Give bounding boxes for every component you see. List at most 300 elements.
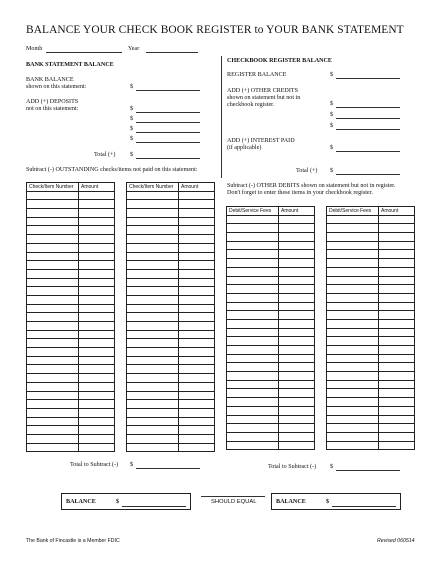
amount-cell[interactable]: [379, 241, 415, 250]
entry-cell[interactable]: [227, 224, 279, 233]
amount-cell[interactable]: [79, 391, 115, 400]
entry-cell[interactable]: [327, 398, 379, 407]
entry-cell[interactable]: [127, 226, 179, 235]
entry-cell[interactable]: [27, 313, 79, 322]
entry-cell[interactable]: [27, 269, 79, 278]
amount-cell[interactable]: [379, 285, 415, 294]
amount-cell[interactable]: [379, 441, 415, 450]
amount-cell[interactable]: [79, 295, 115, 304]
entry-cell[interactable]: [227, 354, 279, 363]
entry-cell[interactable]: [227, 424, 279, 433]
deposit-field-4[interactable]: [136, 142, 200, 143]
amount-cell[interactable]: [79, 217, 115, 226]
deposit-field-2[interactable]: [136, 122, 200, 123]
entry-cell[interactable]: [127, 209, 179, 218]
amount-cell[interactable]: [79, 443, 115, 452]
debits-table-right: [326, 206, 415, 450]
outstanding-table-left: [26, 182, 115, 452]
bank-total-label: Total (+): [94, 152, 116, 158]
entry-cell[interactable]: [27, 322, 79, 331]
other-credits-sublabel: shown on statement but not in: [227, 95, 301, 101]
entry-cell[interactable]: [327, 293, 379, 302]
amount-cell[interactable]: [179, 287, 215, 296]
amount-cell[interactable]: [279, 276, 315, 285]
amount-cell[interactable]: [379, 363, 415, 372]
amount-cell[interactable]: [179, 400, 215, 409]
entry-cell[interactable]: [127, 391, 179, 400]
amount-cell[interactable]: [79, 382, 115, 391]
entry-cell[interactable]: [27, 400, 79, 409]
amount-cell[interactable]: [279, 319, 315, 328]
amount-cell[interactable]: [379, 302, 415, 311]
amount-cell[interactable]: [379, 337, 415, 346]
amount-cell[interactable]: [179, 426, 215, 435]
entry-cell[interactable]: [127, 408, 179, 417]
amount-cell[interactable]: [179, 217, 215, 226]
table-row: [27, 269, 115, 278]
table-row: [27, 313, 115, 322]
table-row: [227, 215, 315, 224]
entry-cell[interactable]: [227, 311, 279, 320]
interest-label: ADD (+) INTEREST PAID: [227, 138, 295, 144]
amount-cell[interactable]: [379, 233, 415, 242]
entry-cell[interactable]: [327, 241, 379, 250]
dollar-sign: $: [330, 145, 334, 151]
table-row: [227, 406, 315, 415]
entry-cell[interactable]: [27, 443, 79, 452]
amount-cell[interactable]: [279, 328, 315, 337]
register-balance-label: REGISTER BALANCE: [227, 72, 287, 78]
entry-cell[interactable]: [227, 319, 279, 328]
entry-cell[interactable]: [327, 276, 379, 285]
amount-cell[interactable]: [79, 400, 115, 409]
entry-cell[interactable]: [227, 293, 279, 302]
outstanding-table-right: [126, 182, 215, 452]
entry-cell[interactable]: [127, 417, 179, 426]
entry-cell[interactable]: [227, 372, 279, 381]
amount-cell[interactable]: [179, 226, 215, 235]
table-row: [127, 391, 215, 400]
amount-cell[interactable]: [179, 191, 215, 200]
other-credits-label: ADD (+) OTHER CREDITS: [227, 88, 298, 94]
deposit-field-1[interactable]: [136, 112, 200, 113]
table-row: [327, 233, 415, 242]
entry-cell[interactable]: [27, 235, 79, 244]
entry-cell[interactable]: [327, 406, 379, 415]
amount-cell[interactable]: [379, 293, 415, 302]
entry-cell[interactable]: [227, 250, 279, 259]
entry-cell[interactable]: [27, 287, 79, 296]
entry-cell[interactable]: [127, 356, 179, 365]
amount-cell[interactable]: [79, 426, 115, 435]
amount-cell[interactable]: [79, 209, 115, 218]
amount-cell[interactable]: [279, 363, 315, 372]
amount-cell[interactable]: [79, 374, 115, 383]
amount-cell[interactable]: [379, 250, 415, 259]
entry-cell[interactable]: [127, 217, 179, 226]
amount-cell[interactable]: [79, 365, 115, 374]
amount-cell[interactable]: [379, 276, 415, 285]
entry-cell[interactable]: [127, 374, 179, 383]
entry-cell[interactable]: [227, 406, 279, 415]
entry-cell[interactable]: [227, 267, 279, 276]
entry-cell[interactable]: [327, 259, 379, 268]
amount-cell[interactable]: [379, 372, 415, 381]
amount-cell[interactable]: [79, 313, 115, 322]
dollar-sign: $: [326, 499, 330, 505]
year-label: Year: [128, 46, 140, 52]
bank-balance-field[interactable]: [136, 90, 200, 91]
amount-cell[interactable]: [79, 417, 115, 426]
amount-cell[interactable]: [279, 389, 315, 398]
entry-cell[interactable]: [327, 267, 379, 276]
amount-cell[interactable]: [179, 295, 215, 304]
amount-cell[interactable]: [179, 391, 215, 400]
amount-cell[interactable]: [79, 356, 115, 365]
month-field[interactable]: [46, 52, 122, 53]
amount-cell[interactable]: [379, 424, 415, 433]
entry-cell[interactable]: [227, 259, 279, 268]
entry-cell[interactable]: [27, 278, 79, 287]
amount-cell[interactable]: [279, 302, 315, 311]
credit-field-2[interactable]: [336, 118, 400, 119]
amount-cell[interactable]: [179, 408, 215, 417]
amount-cell[interactable]: [79, 408, 115, 417]
table-row: [227, 346, 315, 355]
entry-cell[interactable]: [127, 287, 179, 296]
amount-cell[interactable]: [279, 293, 315, 302]
entry-cell[interactable]: [27, 382, 79, 391]
entry-cell[interactable]: [27, 348, 79, 357]
entry-cell[interactable]: [327, 319, 379, 328]
amount-cell[interactable]: [379, 406, 415, 415]
entry-cell[interactable]: [27, 374, 79, 383]
amount-cell[interactable]: [179, 330, 215, 339]
amount-cell[interactable]: [279, 267, 315, 276]
amount-cell[interactable]: [79, 322, 115, 331]
entry-cell[interactable]: [127, 278, 179, 287]
dollar-sign: $: [130, 126, 134, 132]
amount-cell[interactable]: [179, 200, 215, 209]
amount-cell[interactable]: [279, 259, 315, 268]
amount-cell[interactable]: [279, 346, 315, 355]
entry-cell[interactable]: [227, 233, 279, 242]
amount-cell[interactable]: [379, 389, 415, 398]
amount-cell[interactable]: [379, 311, 415, 320]
amount-cell[interactable]: [379, 267, 415, 276]
entry-cell[interactable]: [27, 217, 79, 226]
entry-cell[interactable]: [127, 295, 179, 304]
table-row: [327, 424, 415, 433]
amount-cell[interactable]: [379, 380, 415, 389]
debit-fees-header: Debit/Service Fees: [227, 207, 279, 216]
entry-cell[interactable]: [327, 432, 379, 441]
entry-cell[interactable]: [227, 215, 279, 224]
amount-cell[interactable]: [279, 224, 315, 233]
amount-cell[interactable]: [379, 328, 415, 337]
entry-cell[interactable]: [227, 380, 279, 389]
entry-cell[interactable]: [127, 382, 179, 391]
amount-cell[interactable]: [279, 441, 315, 450]
amount-cell[interactable]: [79, 235, 115, 244]
entry-cell[interactable]: [127, 443, 179, 452]
amount-cell[interactable]: [179, 269, 215, 278]
register-balance-field[interactable]: [336, 78, 400, 79]
amount-cell[interactable]: [279, 337, 315, 346]
entry-cell[interactable]: [27, 339, 79, 348]
credit-field-1[interactable]: [336, 107, 400, 108]
entry-cell[interactable]: [27, 243, 79, 252]
entry-cell[interactable]: [327, 424, 379, 433]
checkbook-total-field[interactable]: [336, 174, 400, 175]
amount-cell[interactable]: [179, 322, 215, 331]
table-row: [327, 328, 415, 337]
amount-cell[interactable]: [179, 339, 215, 348]
entry-cell[interactable]: [27, 191, 79, 200]
bank-balance-final-label: BALANCE: [66, 499, 96, 505]
amount-cell[interactable]: [179, 382, 215, 391]
entry-cell[interactable]: [327, 346, 379, 355]
entry-cell[interactable]: [327, 415, 379, 424]
amount-cell[interactable]: [379, 354, 415, 363]
table-row: [227, 259, 315, 268]
amount-cell[interactable]: [279, 354, 315, 363]
table-row: [327, 250, 415, 259]
entry-cell[interactable]: [127, 304, 179, 313]
amount-cell[interactable]: [79, 278, 115, 287]
amount-cell[interactable]: [179, 417, 215, 426]
footer-fdic: The Bank of Fincastle is a Member FDIC: [26, 538, 120, 544]
table-row: [27, 261, 115, 270]
bank-total-field[interactable]: [136, 158, 200, 159]
amount-cell[interactable]: [279, 372, 315, 381]
entry-cell[interactable]: [127, 339, 179, 348]
amount-cell[interactable]: [79, 304, 115, 313]
amount-cell[interactable]: [79, 191, 115, 200]
credit-field-3[interactable]: [336, 129, 400, 130]
table-row: [27, 217, 115, 226]
amount-cell[interactable]: [79, 434, 115, 443]
table-row: [27, 226, 115, 235]
entry-cell[interactable]: [27, 408, 79, 417]
table-row: [227, 398, 315, 407]
amount-cell[interactable]: [179, 365, 215, 374]
entry-cell[interactable]: [127, 400, 179, 409]
amount-cell[interactable]: [379, 432, 415, 441]
table-row: [127, 365, 215, 374]
table-row: [127, 252, 215, 261]
dollar-sign: $: [330, 123, 334, 129]
amount-cell[interactable]: [279, 380, 315, 389]
entry-cell[interactable]: [327, 250, 379, 259]
amount-cell[interactable]: [179, 313, 215, 322]
amount-cell[interactable]: [279, 241, 315, 250]
entry-cell[interactable]: [227, 432, 279, 441]
amount-cell[interactable]: [279, 215, 315, 224]
amount-cell[interactable]: [279, 311, 315, 320]
bank-statement-heading: BANK STATEMENT BALANCE: [26, 62, 114, 68]
entry-cell[interactable]: [27, 356, 79, 365]
entry-cell[interactable]: [127, 252, 179, 261]
entry-cell[interactable]: [327, 380, 379, 389]
entry-cell[interactable]: [127, 313, 179, 322]
entry-cell[interactable]: [227, 328, 279, 337]
entry-cell[interactable]: [227, 415, 279, 424]
table-row: [27, 295, 115, 304]
entry-cell[interactable]: [27, 261, 79, 270]
amount-cell[interactable]: [79, 243, 115, 252]
amount-cell[interactable]: [279, 406, 315, 415]
table-row: [27, 443, 115, 452]
entry-cell[interactable]: [327, 363, 379, 372]
entry-cell[interactable]: [27, 365, 79, 374]
month-label: Month: [26, 46, 43, 52]
entry-cell[interactable]: [327, 441, 379, 450]
entry-cell[interactable]: [27, 252, 79, 261]
entry-cell[interactable]: [327, 372, 379, 381]
amount-cell[interactable]: [279, 424, 315, 433]
amount-cell[interactable]: [79, 226, 115, 235]
amount-cell[interactable]: [379, 319, 415, 328]
entry-cell[interactable]: [227, 398, 279, 407]
amount-cell[interactable]: [379, 415, 415, 424]
entry-cell[interactable]: [27, 330, 79, 339]
entry-cell[interactable]: [127, 434, 179, 443]
amount-cell[interactable]: [179, 235, 215, 244]
amount-cell[interactable]: [79, 269, 115, 278]
debits-total-field[interactable]: [336, 470, 400, 471]
amount-header: Amount: [179, 183, 215, 192]
entry-cell[interactable]: [127, 426, 179, 435]
entry-cell[interactable]: [127, 365, 179, 374]
entry-cell[interactable]: [27, 391, 79, 400]
amount-cell[interactable]: [79, 330, 115, 339]
outstanding-total-field[interactable]: [136, 468, 200, 469]
amount-cell[interactable]: [179, 304, 215, 313]
entry-cell[interactable]: [27, 304, 79, 313]
entry-cell[interactable]: [27, 434, 79, 443]
amount-cell[interactable]: [179, 374, 215, 383]
entry-cell[interactable]: [227, 441, 279, 450]
entry-cell[interactable]: [227, 285, 279, 294]
table-row: [27, 391, 115, 400]
amount-cell[interactable]: [279, 233, 315, 242]
amount-cell[interactable]: [179, 209, 215, 218]
table-row: [227, 441, 315, 450]
entry-cell[interactable]: [227, 241, 279, 250]
entry-cell[interactable]: [27, 200, 79, 209]
entry-cell[interactable]: [27, 417, 79, 426]
entry-cell[interactable]: [227, 276, 279, 285]
entry-cell[interactable]: [327, 302, 379, 311]
checkbook-balance-final-field[interactable]: [332, 506, 396, 507]
entry-cell[interactable]: [127, 243, 179, 252]
amount-cell[interactable]: [79, 287, 115, 296]
amount-cell[interactable]: [79, 252, 115, 261]
table-row: [327, 363, 415, 372]
table-row: [327, 372, 415, 381]
entry-cell[interactable]: [327, 337, 379, 346]
entry-cell[interactable]: [127, 348, 179, 357]
table-row: [227, 415, 315, 424]
entry-cell[interactable]: [327, 285, 379, 294]
entry-cell[interactable]: [227, 337, 279, 346]
year-field[interactable]: [146, 52, 198, 53]
table-row: [27, 400, 115, 409]
amount-cell[interactable]: [379, 398, 415, 407]
amount-cell[interactable]: [379, 346, 415, 355]
amount-cell[interactable]: [179, 278, 215, 287]
table-row: [27, 322, 115, 331]
table-row: [327, 224, 415, 233]
dollar-sign: $: [130, 84, 134, 90]
entry-cell[interactable]: [227, 363, 279, 372]
amount-cell[interactable]: [379, 215, 415, 224]
table-row: [27, 339, 115, 348]
table-row: [227, 328, 315, 337]
table-row: [127, 217, 215, 226]
entry-cell[interactable]: [127, 322, 179, 331]
entry-cell[interactable]: [327, 328, 379, 337]
entry-cell[interactable]: [327, 224, 379, 233]
deposit-field-3[interactable]: [136, 132, 200, 133]
amount-cell[interactable]: [79, 261, 115, 270]
entry-cell[interactable]: [327, 215, 379, 224]
table-row: [327, 398, 415, 407]
entry-cell[interactable]: [127, 200, 179, 209]
amount-cell[interactable]: [279, 285, 315, 294]
amount-cell[interactable]: [279, 415, 315, 424]
amount-cell[interactable]: [179, 243, 215, 252]
amount-cell[interactable]: [179, 261, 215, 270]
amount-cell[interactable]: [79, 348, 115, 357]
amount-cell[interactable]: [179, 443, 215, 452]
amount-cell[interactable]: [279, 432, 315, 441]
interest-field[interactable]: [336, 151, 400, 152]
amount-cell[interactable]: [379, 224, 415, 233]
table-row: [327, 302, 415, 311]
entry-cell[interactable]: [327, 389, 379, 398]
entry-cell[interactable]: [127, 191, 179, 200]
entry-cell[interactable]: [227, 302, 279, 311]
amount-cell[interactable]: [79, 339, 115, 348]
entry-cell[interactable]: [127, 330, 179, 339]
entry-cell[interactable]: [227, 389, 279, 398]
entry-cell[interactable]: [27, 226, 79, 235]
bank-balance-final-field[interactable]: [122, 506, 186, 507]
entry-cell[interactable]: [327, 354, 379, 363]
amount-cell[interactable]: [279, 250, 315, 259]
amount-cell[interactable]: [79, 200, 115, 209]
amount-cell[interactable]: [179, 356, 215, 365]
entry-cell[interactable]: [227, 346, 279, 355]
amount-cell[interactable]: [179, 434, 215, 443]
dollar-sign: $: [330, 112, 334, 118]
amount-cell[interactable]: [179, 348, 215, 357]
entry-cell[interactable]: [127, 269, 179, 278]
amount-cell[interactable]: [179, 252, 215, 261]
entry-cell[interactable]: [327, 233, 379, 242]
table-row: [227, 363, 315, 372]
entry-cell[interactable]: [127, 261, 179, 270]
amount-cell[interactable]: [279, 398, 315, 407]
amount-cell[interactable]: [379, 259, 415, 268]
entry-cell[interactable]: [127, 235, 179, 244]
entry-cell[interactable]: [27, 426, 79, 435]
entry-cell[interactable]: [27, 295, 79, 304]
entry-cell[interactable]: [327, 311, 379, 320]
entry-cell[interactable]: [27, 209, 79, 218]
